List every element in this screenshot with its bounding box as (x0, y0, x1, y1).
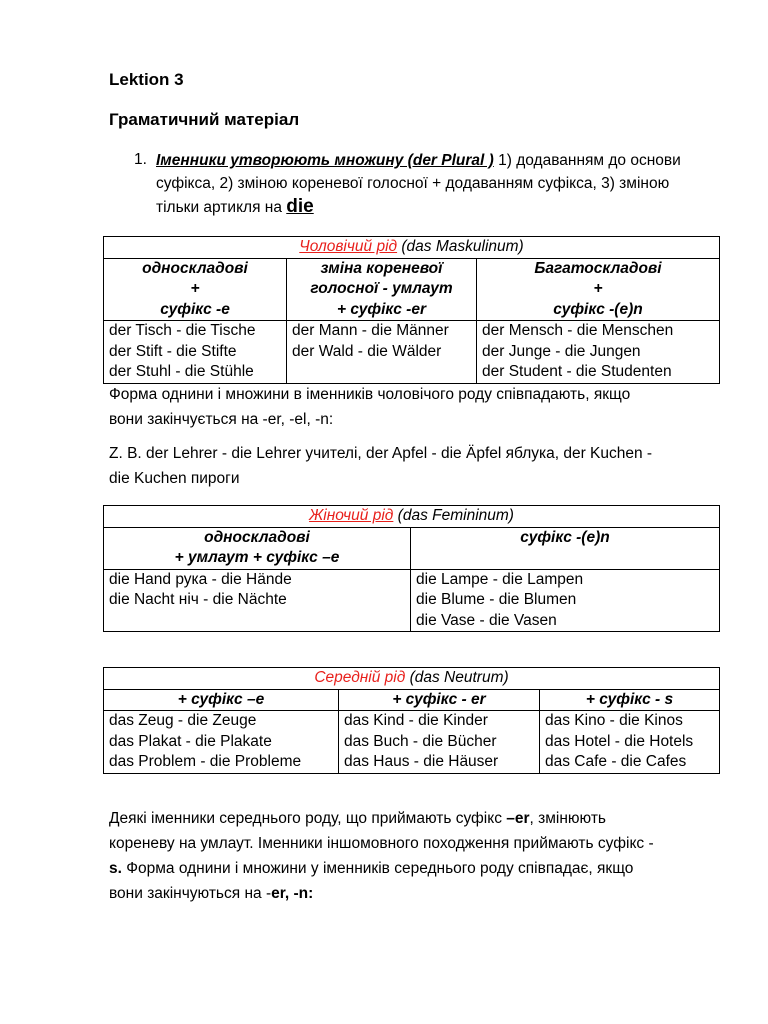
lesson-title: Lektion 3 (109, 70, 184, 89)
neuter-col-1: das Zeug - die Zeuge das Plakat - die Plakate das Problem - die Probleme (104, 711, 339, 774)
neuter-table (103, 667, 720, 774)
neuter-table-title: Середній рід (das Neutrum) (104, 668, 720, 690)
feminine-header-1: односкладові + умлаут + суфікс –е (104, 527, 411, 569)
masculine-header-1: односкладові + суфікс -е (104, 258, 287, 321)
feminine-col-1: die Hand рука - die Hände die Nacht ніч - die Nächte (104, 569, 411, 632)
list-number: 1. (134, 151, 147, 168)
masculine-table (103, 236, 720, 384)
feminine-table-title: Жіночий рід (das Femininum) (104, 506, 720, 528)
masculine-table-title: Чоловічий рід (das Maskulinum) (104, 237, 720, 259)
masculine-col-2: der Mann - die Männer der Wald - die Wälder (287, 321, 477, 384)
masculine-note: Форма однини і множини в іменників чоловічого роду співпадають, якщо вони закінчується на -er, -el, -n: (109, 386, 631, 428)
feminine-col-2: die Lampe - die Lampen die Blume - die Blumen die Vase - die Vasen (411, 569, 720, 632)
plural-rule-text-1: 1) додаванням до основи (493, 152, 681, 169)
masculine-header-2: зміна кореневої голосної - умлаут + суфікс -er (287, 258, 477, 321)
neuter-col-3: das Kino - die Kinos das Hotel - die Hotels das Cafe - die Cafes (540, 711, 720, 774)
neuter-header-3: + суфікс - s (540, 689, 720, 711)
masculine-col-1: der Tisch - die Tische der Stift - die Stifte der Stuhl - die Stühle (104, 321, 287, 384)
list-item-plural-rules (156, 149, 726, 219)
feminine-table (103, 505, 720, 632)
masculine-header-3: Багатоскладові + суфікс -(e)n (477, 258, 720, 321)
plural-rule-text-3: тільки артикля на (156, 199, 287, 216)
plural-rule-title: Іменники утворюють множину (der Plural ) (156, 152, 494, 169)
plural-rule-text-2: суфікса, 2) зміною кореневої голосної + додаванням суфікса, 3) зміною (156, 175, 670, 192)
neuter-header-1: + суфікс –е (104, 689, 339, 711)
neuter-note: Деякі іменники середнього роду, що приймають суфікс –er, змінюють кореневу на умлаут. Іменники іншомовного походження приймають суфікс - s. Форма однини і множини у іменників середнього роду співпадає, якщо вони закінчуються на -er, -n: (109, 810, 654, 902)
neuter-header-2: + суфікс - er (339, 689, 540, 711)
example-paragraph: Z. B. der Lehrer - die Lehrer учителі, der Apfel - die Äpfel яблука, der Kuchen - die Kuchen пироги (109, 445, 653, 487)
neuter-col-2: das Kind - die Kinder das Buch - die Bücher das Haus - die Häuser (339, 711, 540, 774)
masculine-col-3: der Mensch - die Menschen der Junge - die Jungen der Student - die Studenten (477, 321, 720, 384)
feminine-header-2: суфікс -(e)n (411, 527, 720, 569)
article-die: die (286, 196, 314, 217)
section-heading: Граматичний матеріал (109, 110, 300, 129)
